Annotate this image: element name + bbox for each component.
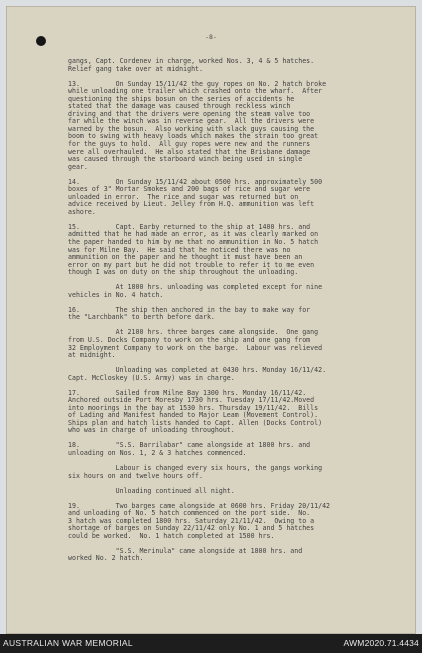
text-line: advice received by Lieut. Jelley from H.Q. ammunition was left <box>68 200 315 209</box>
text-line: 13. On Sunday 15/11/42 the guy ropes on No. 2 hatch broke <box>68 79 327 88</box>
text-line: 18. "S.S. Barrilabar" came alongside at 1800 hrs. and <box>68 441 311 450</box>
text-line: shortage of barges on Sunday 22/11/42 only No. 1 and 5 hatches <box>68 524 315 533</box>
text-line: was for Milne Bay. He said that he noticed there was no <box>68 245 291 254</box>
text-line: At 1800 hrs. unloading was completed except for nine <box>68 283 323 292</box>
text-line: gangs, Capt. Cordenev in charge, worked Nos. 3, 4 & 5 hatches. <box>68 57 315 65</box>
paragraph <box>68 367 368 382</box>
text-line: was caused through the starboard winch being used in single <box>68 155 303 164</box>
text-line: unloading on Nos. 1, 2 & 3 hatches commenced. <box>68 449 247 458</box>
paragraph <box>68 488 368 496</box>
page-number: -8- <box>205 33 217 41</box>
text-line: Unloading continued all night. <box>68 486 235 495</box>
text-line: from U.S. Docks Company to work on the ship and one gang from <box>68 335 311 344</box>
text-line: into moorings in the bay at 1530 hrs. Thursday 19/11/42. Bills <box>68 403 319 412</box>
text-line: 17. Sailed from Milne Bay 1300 hrs. Monday 16/11/42. <box>68 388 307 397</box>
text-line: the paper handed to him by me that no ammunition in No. 5 hatch <box>68 237 319 246</box>
text-line: boxes of 3" Mortar Smokes and 200 bags of rice and sugar were <box>68 185 311 194</box>
text-line: and unloading of No. 5 hatch commenced on the port side. No. <box>68 509 311 518</box>
text-line: admitted that he had made an error, as it was clearly marked on <box>68 230 319 239</box>
text-line: driving and that the drivers were opening the steam valve too <box>68 109 311 118</box>
text-line: though I was on duty on the ship throughout the unloading. <box>68 268 299 277</box>
paragraph <box>68 390 368 435</box>
text-line: who was in charge of unloading throughout. <box>68 426 235 435</box>
text-line: Anchored outside Port Moresby 1730 hrs. Tuesday 17/11/42.Moved <box>68 396 315 405</box>
text-line: while unloading one trailer which crashed onto the wharf. After <box>68 87 323 96</box>
text-line: "S.S. Merinula" came alongside at 1800 hrs. and <box>68 546 303 555</box>
paragraph <box>68 58 368 73</box>
text-line: ammunition on the paper and he thought it must have been an <box>68 253 303 262</box>
text-line: Capt. McCloskey (U.S. Army) was in charge. <box>68 373 235 382</box>
text-line: boom to swing with heavy loads which makes the strain too great <box>68 132 319 141</box>
text-line: at midnight. <box>68 351 116 360</box>
paragraph <box>68 465 368 480</box>
text-line: of Lading and Manifest handed to Major Leam (Movement Control). <box>68 411 319 420</box>
archive-footer-bar <box>0 634 422 653</box>
text-line: At 2100 hrs. three barges came alongside. One gang <box>68 328 319 337</box>
text-line: Unloading was completed at 0430 hrs. Monday 16/11/42. <box>68 366 327 375</box>
text-line: error on my part but he did not trouble to refer it to me even <box>68 260 315 269</box>
text-line: 19. Two barges came alongside at 0600 hrs. Friday 20/11/42 <box>68 501 331 510</box>
paragraph <box>68 548 368 563</box>
paragraph <box>68 179 368 217</box>
text-line: stated that the damage was caused through reckless winch <box>68 102 291 111</box>
text-line: vehicles in No. 4 hatch. <box>68 290 164 299</box>
paragraph <box>68 81 368 172</box>
text-line: warned by the bosun. Also working with slack guys causing the <box>68 124 315 133</box>
paragraph <box>68 224 368 277</box>
text-line: 32 Employment Company to work on the barge. Labour was relieved <box>68 343 323 352</box>
text-line: 3 hatch was completed 1800 hrs. Saturday 21/11/42. Owing to a <box>68 516 315 525</box>
paragraph <box>68 307 368 322</box>
text-line: unloaded in error. The rice and sugar was returned but on <box>68 192 299 201</box>
text-line: gear. <box>68 162 88 171</box>
text-line: could be worked. No. 1 hatch completed at 1500 hrs. <box>68 531 275 540</box>
text-line: Ships plan and hatch lists handed to Capt. Allen (Docks Control) <box>68 418 323 427</box>
text-line: far while the winch was in reverse gear. All the drivers were <box>68 117 315 126</box>
paragraph <box>68 329 368 359</box>
text-line: six hours on and twelve hours off. <box>68 471 203 480</box>
text-line: 16. The ship then anchored in the bay to make way for <box>68 305 311 314</box>
text-line: 14. On Sunday 15/11/42 about 0500 hrs. approximately 500 <box>68 177 323 186</box>
text-line: questioning the ships bosun on the series of accidents he <box>68 94 295 103</box>
paragraph <box>68 442 368 457</box>
archive-name: AUSTRALIAN WAR MEMORIAL <box>3 638 133 648</box>
text-line: 15. Capt. Earby returned to the ship at 1400 hrs. and <box>68 222 311 231</box>
paragraph <box>68 503 368 541</box>
text-line: were all overhauled. He also stated that the Brisbane damage <box>68 147 311 156</box>
text-line: the "Larchbank" to berth before dark. <box>68 313 215 322</box>
paragraph <box>68 284 368 299</box>
text-line: worked No. 2 hatch. <box>68 554 144 563</box>
text-line: Labour is changed every six hours, the gangs working <box>68 464 323 473</box>
text-line: ashore. <box>68 207 96 216</box>
text-line: for the guys to hold. All guy ropes were new and the runners <box>68 139 311 148</box>
document-body <box>68 58 368 563</box>
document-page <box>6 6 416 634</box>
text-line: Relief gang take over at midnight. <box>68 64 203 73</box>
archive-reference: AWM2020.71.4434 <box>343 638 419 648</box>
